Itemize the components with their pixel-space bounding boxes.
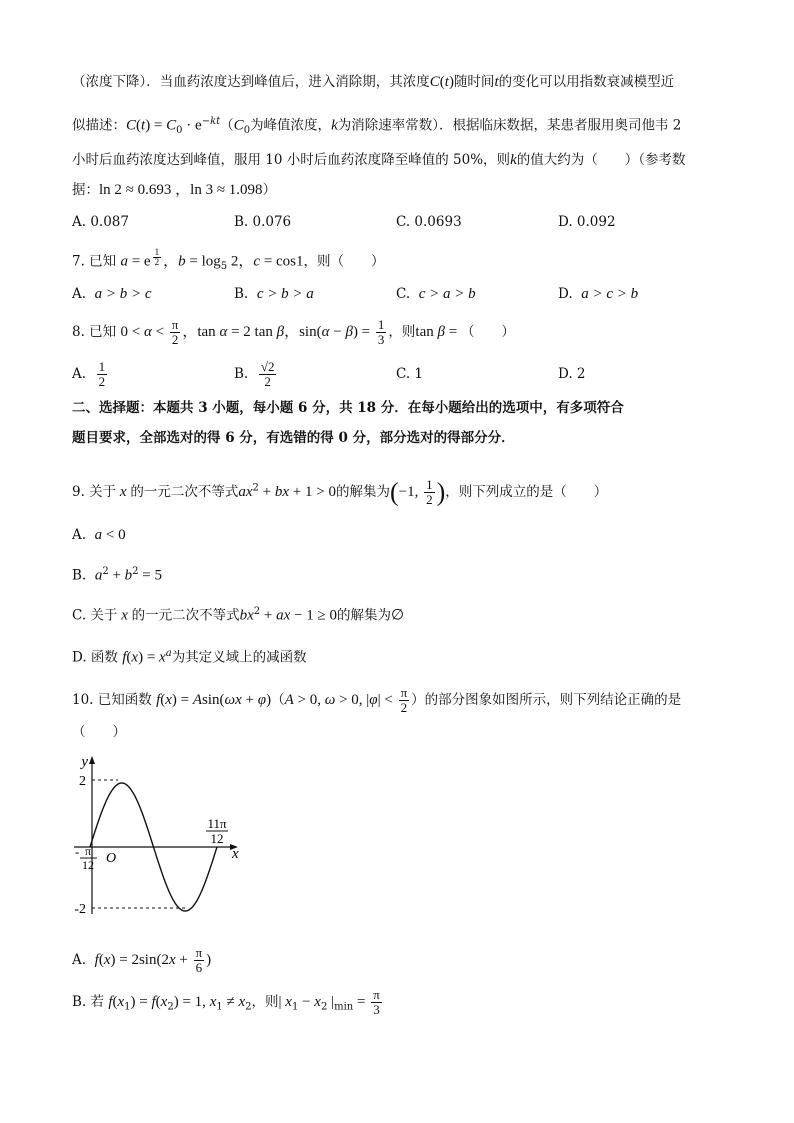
q9-option-c: C. 关于 x 的一元二次不等式$bx^2$ + ax − 1 ≥ 0的解集为∅ [72,606,405,624]
origin-label: O [106,851,117,866]
x-left-numerator: π [84,844,92,858]
q7-option-c: C. c > a > b [396,286,476,302]
q6-option-a: A. 0.087 [72,214,129,230]
section2-heading-line2: 题目要求，全部选对的得 6 分，有选错的得 0 分，部分选对的得部分分． [72,430,515,446]
q8-option-c: C. 1 [396,366,424,382]
section2-heading-line1: 二、选择题：本题共 3 小题，每小题 6 分，共 18 分．在每小题给出的选项中，有多项符合 [72,400,624,416]
x-left-sign: - [75,844,80,859]
y-min-label: -2 [74,902,86,917]
q6-line3: 小时后血药浓度达到峰值，服用 10 小时后血药浓度降至峰值的 50%，则k的值大约为（ ）（参考数 [72,152,686,168]
x-right-denominator: 12 [210,831,224,846]
q7-option-d: D. a > c > b [558,286,639,302]
q9-option-d: D. 函数 $f(x) = x^a$为其定义域上的减函数 [72,648,307,666]
q9-stem: 9. 关于 x 的一元二次不等式$ax^2$ + bx + 1 > 0的解集为(−1, $\frac{1}{2}$ )，则下列成立的是（ ） [72,477,608,507]
q8-stem: 8. 已知 0 < α < $\frac{\pi}{2}$ ，tan α = 2 tan β，sin(α − β) = $\frac{1}{3}$ ，则tan β = （ ） [72,317,515,347]
q10-paren: （ ） [72,724,126,740]
q6-line1: （浓度下降）．当血药浓度达到峰值后，进入消除期，其浓度C(t)随时间t的变化可以用指数衰减模型近 [72,74,675,90]
q8-option-d: D. 2 [558,366,586,382]
x-axis-label: x [232,846,239,862]
q7-stem: 7. 已知 a = e $^{\frac{1}{2}}$ ，$b = \log_5 2$，c = cos1，则（ ） [72,247,385,273]
q10-option-a: A. f(x) = 2sin(2x + $\frac{\pi}{6}$ ) [72,945,212,975]
q9-option-b: B. $a^2 + b^2 = 5$ [72,566,162,584]
q8-option-b: B. $\frac{√2}{2}$ [234,359,275,389]
q9-option-a: A. a < 0 [72,527,126,543]
q7-option-a: A. a > b > c [72,286,152,302]
x-right-numerator: 11π [207,816,227,831]
q10-option-b: B. 若 $f(x_1) = f(x_2) = 1$, $x_1 \ne x_2$，则| $x_1 - x_2$ $|_{min}$ = $\frac{\pi}{3}$ [72,987,380,1017]
x-left-denominator: 12 [82,858,94,872]
q6-option-d: D. 0.092 [558,214,616,230]
q10-stem: 10. 已知函数 f(x) = Asin(ωx + φ)（A > 0, ω > 0, |φ| < $\frac{\pi}{2}$ ）的部分图象如图所示，则下列结论正确的是 [72,685,682,715]
y-axis-arrow [89,756,95,764]
q7-option-b: B. c > b > a [234,286,314,302]
q8-option-a: A. $\frac{1}{2}$ [72,359,106,389]
q6-line2: 似描述：$C(t) = C_0 \cdot e^{-kt}(C_0$为峰值浓度，k为消除速率常数）．根据临床数据，某患者服用奥司他韦 2 [72,116,682,137]
q6-option-b: B. 0.076 [234,214,292,230]
q6-line4: 据：ln 2 ≈ 0.693 ，ln 3 ≈ 1.098） [72,182,277,198]
sine-graph [72,752,262,922]
y-max-label: 2 [79,774,86,789]
q6-option-c: C. 0.0693 [396,214,462,230]
y-axis-label: y [81,754,88,770]
